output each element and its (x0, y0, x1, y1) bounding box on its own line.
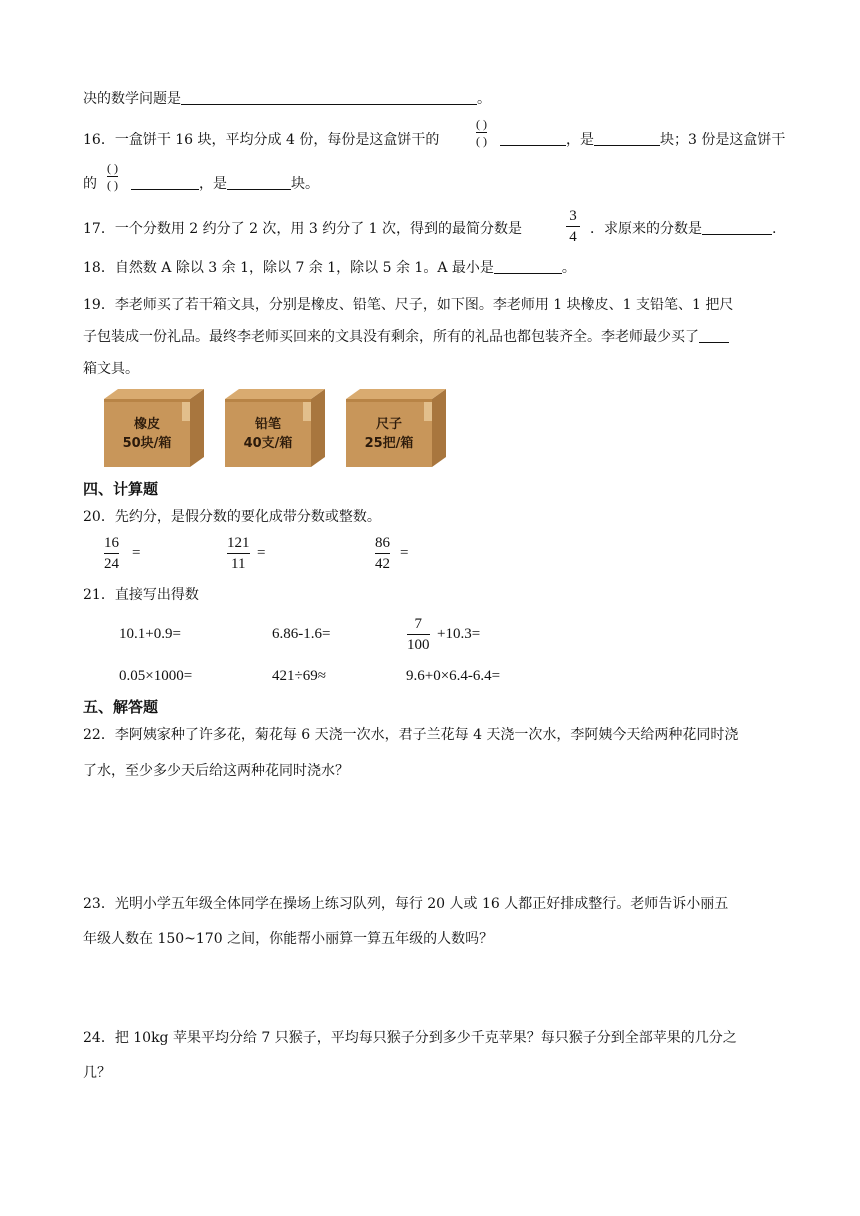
box-eraser: 橡皮 50块/箱 (104, 389, 204, 467)
answer-blank[interactable] (500, 131, 566, 146)
q23-line-2: 年级人数在 150~170 之间，你能帮小丽算一算五年级的人数吗？ (83, 931, 494, 947)
answer-blank[interactable] (702, 220, 772, 235)
q17-line-rest: ．求原来的分数是 . (590, 221, 777, 237)
answer-blank[interactable] (131, 175, 199, 190)
q16-line-1-rest: ，是 块；3 份是这盒饼干 (500, 130, 785, 150)
q24-line-2: 几？ (83, 1065, 111, 1081)
q24-line-1: 24．把 10kg 苹果平均分给 7 只猴子，平均每只猴子分到多少千克苹果？每只猴子分到全部苹果的几分之 (83, 1030, 737, 1046)
answer-blank[interactable] (594, 131, 660, 146)
q16-fraction-2: ( ) ( ) (107, 161, 118, 192)
q20-line: 20．先约分，是假分数的要化成带分数或整数。 (83, 509, 381, 525)
q17-fraction: 3 4 (566, 207, 580, 246)
q16-fraction-1: ( ) ( ) (476, 117, 487, 148)
answer-blank[interactable] (494, 259, 562, 274)
q17-line: 17．一个分数用 2 约分了 2 次，用 3 约分了 1 次，得到的最简分数是 (83, 221, 523, 237)
q23-line-1: 23．光明小学五年级全体同学在操场上练习队列，每行 20 人或 16 人都正好排成整行。老师告诉小丽五 (83, 896, 729, 912)
q20-fraction-3: 86 42 (375, 535, 390, 572)
q19-line-1: 19．李老师买了若干箱文具，分别是橡皮、铅笔、尺子，如下图。李老师用 1 块橡皮、1 支铅笔、1 把尺 (83, 297, 734, 313)
answer-blank[interactable] (181, 90, 477, 105)
calc-item: 9.6+0×6.4-6.4= (406, 668, 501, 684)
q16-line-2: 的 (83, 176, 97, 192)
calc-item: 10.1+0.9= (119, 626, 181, 642)
q19-line-2: 子包装成一份礼品。最终李老师买回来的文具没有剩余，所有的礼品也都包装齐全。李老师最少买了 (83, 327, 729, 347)
answer-blank[interactable] (227, 175, 291, 190)
q20-fraction-1: 16 24 (104, 535, 119, 572)
q16-line-1: 16．一盒饼干 16 块，平均分成 4 份，每份是这盒饼干的 (83, 132, 440, 148)
section-heading-calc: 四、计算题 (83, 480, 159, 498)
q18-line: 18．自然数 A 除以 3 余 1，除以 7 余 1，除以 5 余 1。A 最小是 。 (83, 260, 576, 276)
box-ruler: 尺子 25把/箱 (346, 389, 446, 467)
calc-fraction: 7 100 (407, 616, 430, 653)
q16-line-2-rest: ，是 块。 (131, 174, 319, 194)
q21-line: 21．直接写出得数 (83, 587, 199, 603)
answer-blank[interactable] (699, 328, 729, 343)
q20-fraction-2: 121 11 (227, 535, 250, 572)
calc-item: +10.3= (437, 626, 481, 642)
calc-item: 421÷69≈ (272, 668, 326, 684)
q22-line-1: 22．李阿姨家种了许多花，菊花每 6 天浇一次水，君子兰花每 4 天浇一次水，李阿姨今天给两种花同时浇 (83, 727, 739, 743)
calc-item: 6.86-1.6= (272, 626, 331, 642)
q22-line-2: 了水，至少多少天后给这两种花同时浇水？ (83, 763, 349, 779)
calc-item: 0.05×1000= (119, 668, 193, 684)
box-pencil: 铅笔 40支/箱 (225, 389, 325, 467)
q19-line-3: 箱文具。 (83, 361, 139, 377)
section-heading-solve: 五、解答题 (83, 698, 159, 716)
q15-line: 决的数学问题是 。 (83, 91, 491, 107)
